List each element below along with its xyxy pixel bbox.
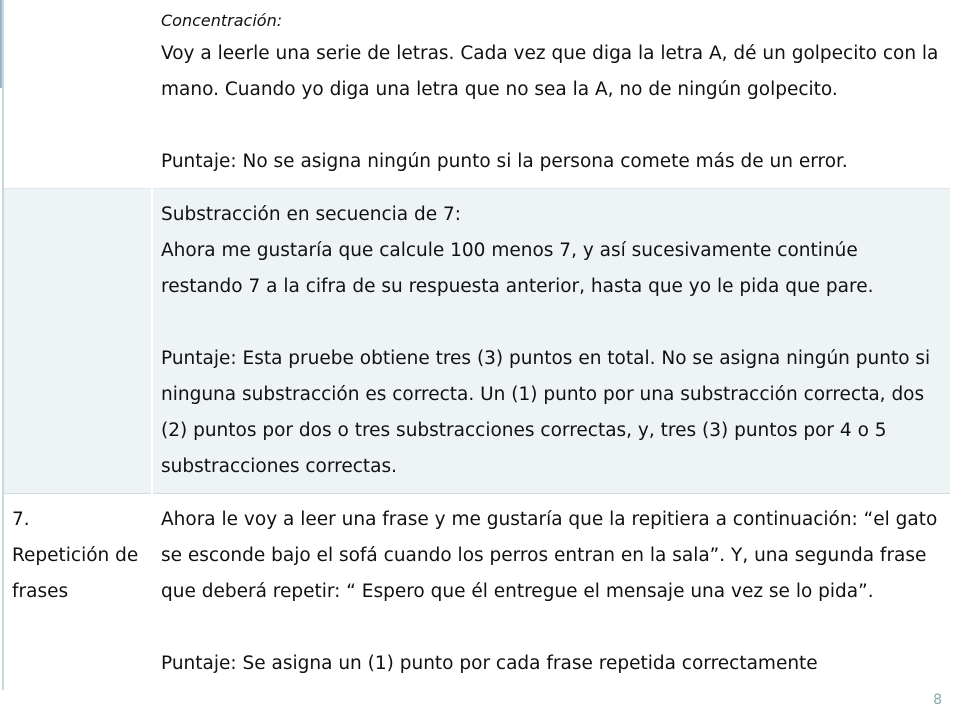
right-margin: [952, 0, 960, 720]
row-content-cell: [152, 189, 951, 494]
item-label: Repetición de frases: [12, 545, 139, 602]
scoring-text: Puntaje: Esta pruebe obtiene tres (3) puntos en total. No se asigna ningún punto si ninguna substracción es correcta. Un (1) punto por una substracción correcta, dos (2) puntos por dos o tres substracciones correctas, y, tres (3) puntos por 4 o 5 substracciones correctas.: [161, 348, 931, 477]
row-label-cell: [3, 494, 152, 691]
row-content-cell: [152, 0, 951, 189]
table-row-substraccion: [3, 189, 951, 494]
scoring-text: Puntaje: No se asigna ningún punto si la persona comete más de un error.: [161, 151, 848, 172]
paragraph-gap: [161, 610, 942, 646]
page-number: 8: [933, 692, 942, 708]
section-heading: Substracción en secuencia de 7:: [161, 204, 462, 225]
section-label: Concentración:: [161, 11, 283, 30]
instruction-text: Ahora le voy a leer una frase y me gustaría que la repitiera a continuación: “el gato se esconde bajo el sofá cuando los perros entran en la sala”. Y, una segunda frase que deberá repetir: “ Espero que él entregue el mensaje una vez se lo pida”.: [161, 509, 938, 602]
instruction-text: Ahora me gustaría que calcule 100 menos 7, y así sucesivamente continúe restando 7 a la cifra de su respuesta anterior, hasta que yo le pida que pare.: [161, 240, 874, 297]
scoring-text: Puntaje: Se asigna un (1) punto por cada frase repetida correctamente: [161, 653, 818, 674]
row-content-cell: [152, 494, 951, 691]
assessment-table: [2, 0, 952, 690]
row-label-cell: [3, 189, 152, 494]
row-label-cell: [3, 0, 152, 189]
item-number: 7.: [12, 509, 30, 530]
paragraph-gap: [161, 108, 942, 144]
paragraph-gap: [161, 305, 942, 341]
table-row-repeticion: [3, 494, 951, 691]
instruction-text: Voy a leerle una serie de letras. Cada vez que diga la letra A, dé un golpecito con la mano. Cuando yo diga una letra que no sea la A, no de ningún golpecito.: [161, 43, 939, 100]
table-row-concentracion: [3, 0, 951, 189]
